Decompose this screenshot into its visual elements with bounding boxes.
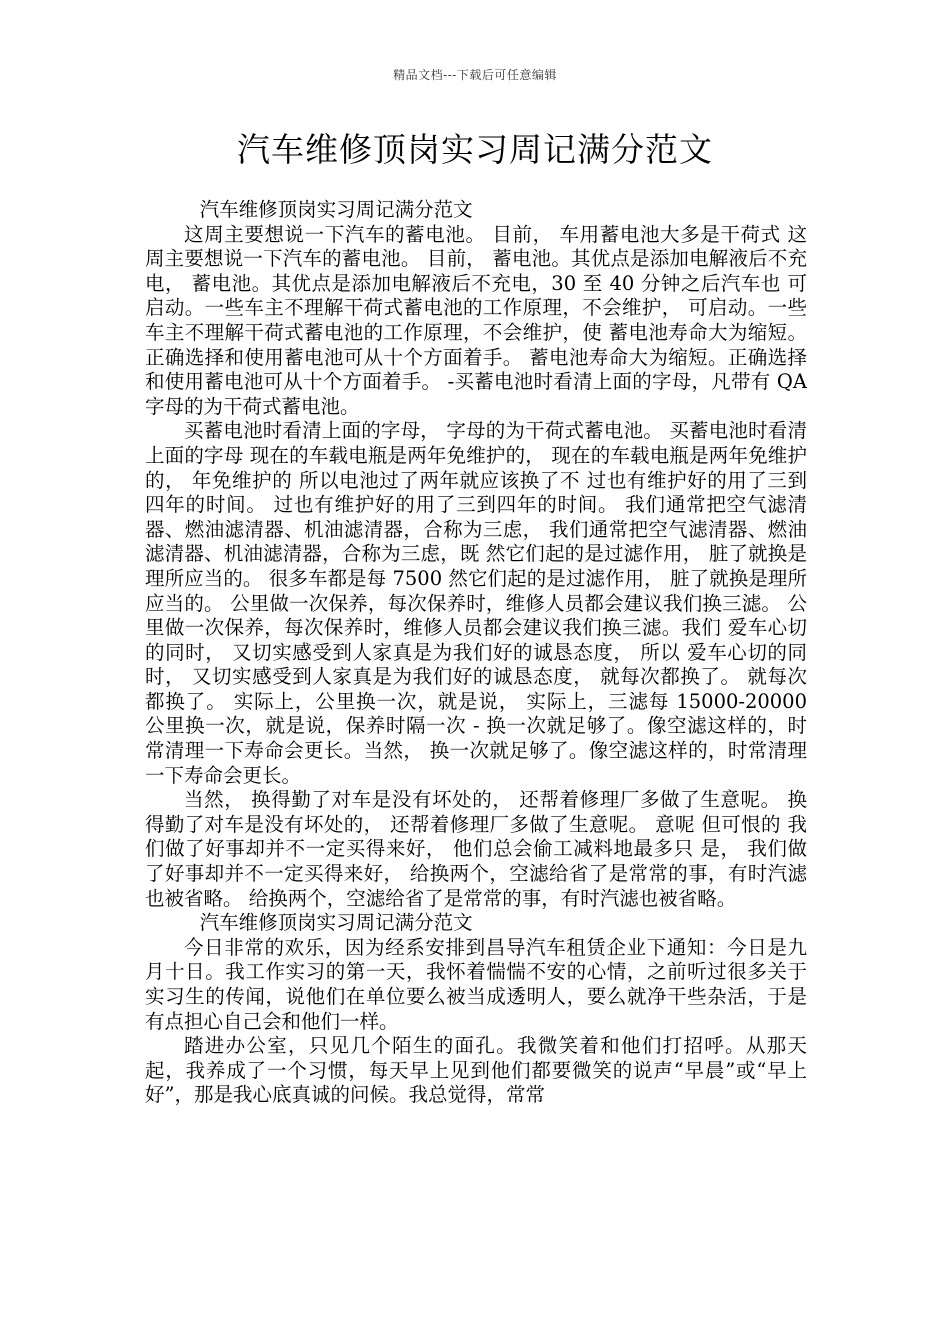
subtitle-paragraph-repeat: 汽车维修顶岗实习周记满分范文 [199,911,473,935]
body-paragraph-battery: 这周主要想说一下汽车的蓄电池。 目前， 车用蓄电池大多是干荷式 这周主要想说一下汽车的蓄电池。 目前， 蓄电池。其优点是添加电解液后不充电， 蓄电池。其优点是添加电解液后不充电，30 至 40 分钟之后汽车也 可启动。一些车主不理解干荷式蓄电池的工作原理，不会维护， 可启动。一些车主不理解干荷式蓄电池的工作原理，不会维护，使 蓄电池寿命大为缩短。正确选择和使用蓄电池可从十个方面着手。 蓄电池寿命大为缩短。正确选择和使用蓄电池可从十个方面着手。 -买蓄电池时看清上面的字母，凡带有 QA 字母的为干荷式蓄电池。 [145,222,807,418]
body-paragraph-maintenance: 当然， 换得勤了对车是没有坏处的， 还帮着修理厂多做了生意呢。 换得勤了对车是没有坏处的， 还帮着修理厂多做了生意呢。 意呢 但可恨的 我们做了好事却并不一定买得来好， 他们总会偷工减料地最多只 是， 我们做了好事却并不一定买得来好， 给换两个，空滤给省了是常常的事，有时汽滤也被省略。 给换两个，空滤给省了是常常的事，有时汽滤也被省略。 [145,788,807,910]
page-header-watermark: 精品文档---下载后可任意编辑 [393,68,557,82]
document-body [145,198,807,1108]
body-paragraph-first-day: 今日非常的欢乐，因为经系安排到昌导汽车租赁企业下通知：今日是九月十日。我工作实习的第一天，我怀着惴惴不安的心情，之前听过很多关于实习生的传闻，说他们在单位要么被当成透明人，要么就净干些杂活，于是有点担心自己会和他们一样。 [145,935,807,1033]
body-paragraph-filters: 买蓄电池时看清上面的字母， 字母的为干荷式蓄电池。 买蓄电池时看清上面的字母 现在的车载电瓶是两年免维护的， 现在的车载电瓶是两年免维护的， 年免维护的 所以电池过了两年就应该换了不 过也有维护好的用了三到四年的时间。 过也有维护好的用了三到四年的时间。 我们通常把空气滤清器、燃油滤清器、机油滤清器，合称为三虑， 我们通常把空气滤清器、燃油滤清器、机油滤清器，合称为三虑，既 然它们起的是过滤作用， 脏了就换是理所应当的。 很多车都是每 7500 然它们起的是过滤作用， 脏了就换是理所应当的。 公里做一次保养，每次保养时，维修人员都会建议我们换三滤。 公里做一次保养，每次保养时，维修人员都会建议我们换三滤。我们 爱车心切的同时， 又切实感受到人家真是为我们好的诚恳态度， 所以 爱车心切的同时， 又切实感受到人家真是为我们好的诚恳态度， 就每次都换了。 就每次都换了。 实际上，公里换一次，就是说， 实际上，三滤每 15000-20000 公里换一次，就是说，保养时隔一次 - 换一次就足够了。像空滤这样的，时常清理一下寿命会更长。当然， 换一次就足够了。像空滤这样的，时常清理一下寿命会更长。 [145,419,807,787]
document-title: 汽车维修顶岗实习周记满分范文 [237,130,713,169]
body-paragraph-office: 踏进办公室，只见几个陌生的面孔。我微笑着和他们打招呼。从那天起，我养成了一个习惯，每天早上见到他们都要微笑的说声“早晨”或“早上好”，那是我心底真诚的问候。我总觉得，常常 [145,1034,807,1107]
subtitle-paragraph: 汽车维修顶岗实习周记满分范文 [199,198,473,221]
